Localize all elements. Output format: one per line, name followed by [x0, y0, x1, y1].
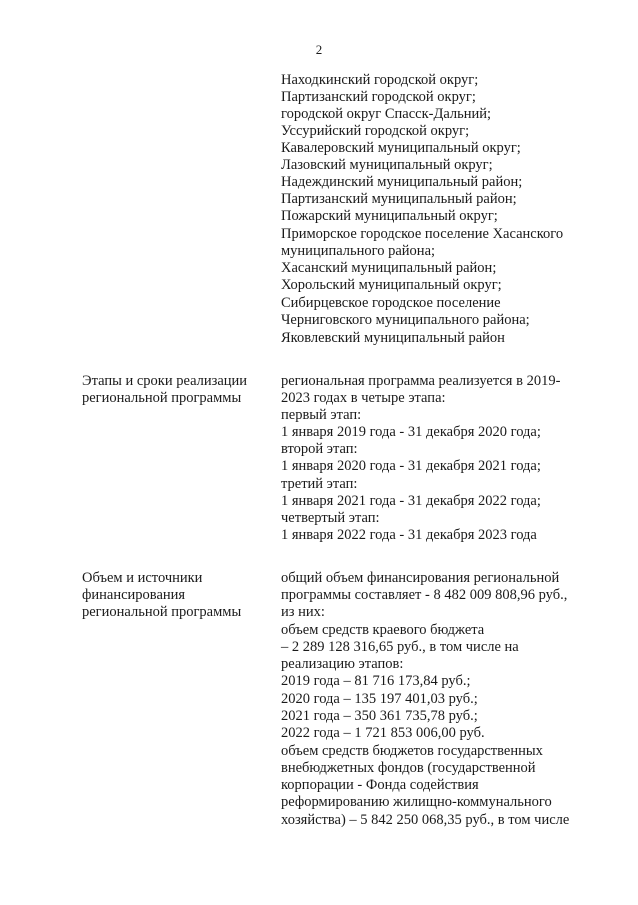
section-label-line: Этапы и сроки реализации: [82, 373, 248, 389]
section-label-line: региональной программы: [82, 390, 242, 406]
text-line: объем средств краевого бюджета: [281, 622, 485, 638]
list-item: Хасанский муниципальный район;: [281, 260, 497, 276]
list-item: Лазовский муниципальный округ;: [281, 157, 493, 173]
text-line: реализацию этапов:: [281, 656, 404, 672]
section-label-line: региональной программы: [82, 604, 242, 620]
text-line: 2021 года – 350 361 735,78 руб.;: [281, 708, 478, 724]
text-line: хозяйства) – 5 842 250 068,35 руб., в том числе: [281, 812, 570, 828]
list-item: Уссурийский городской округ;: [281, 123, 470, 139]
text-line: – 2 289 128 316,65 руб., в том числе на: [281, 639, 519, 655]
text-line: четвертый этап:: [281, 510, 380, 526]
list-item: Черниговского муниципального района;: [281, 312, 530, 328]
text-line: 1 января 2021 года - 31 декабря 2022 года;: [281, 493, 541, 509]
text-line: 1 января 2019 года - 31 декабря 2020 года;: [281, 424, 541, 440]
page-number: 2: [315, 42, 323, 57]
text-line: программы составляет - 8 482 009 808,96 руб.,: [281, 587, 568, 603]
text-line: региональная программа реализуется в 2019-: [281, 373, 561, 389]
list-item: Хорольский муниципальный округ;: [281, 277, 502, 293]
list-item: Яковлевский муниципальный район: [281, 330, 505, 346]
text-line: 1 января 2020 года - 31 декабря 2021 года;: [281, 458, 541, 474]
text-line: внебюджетных фондов (государственной: [281, 760, 536, 776]
text-line: корпорации - Фонда содействия: [281, 777, 479, 793]
text-line: 2023 годах в четыре этапа:: [281, 390, 446, 406]
list-item: Сибирцевское городское поселение: [281, 295, 501, 311]
text-line: 2020 года – 135 197 401,03 руб.;: [281, 691, 478, 707]
text-line: третий этап:: [281, 476, 358, 492]
list-item: муниципального района;: [281, 243, 436, 259]
text-line: 2022 года – 1 721 853 006,00 руб.: [281, 725, 485, 741]
text-line: из них:: [281, 604, 325, 620]
list-item: Пожарский муниципальный округ;: [281, 208, 498, 224]
text-line: общий объем финансирования региональной: [281, 570, 560, 586]
list-item: Приморское городское поселение Хасанского: [281, 226, 564, 242]
section-label-line: финансирования: [82, 587, 186, 603]
list-item: Кавалеровский муниципальный округ;: [281, 140, 521, 156]
text-line: реформированию жилищно-коммунального: [281, 794, 552, 810]
text-line: второй этап:: [281, 441, 358, 457]
section-label-line: Объем и источники: [82, 570, 203, 586]
text-line: 1 января 2022 года - 31 декабря 2023 года: [281, 527, 537, 543]
list-item: Партизанский муниципальный район;: [281, 191, 517, 207]
list-item: городской округ Спасск-Дальний;: [281, 106, 492, 122]
list-item: Надеждинский муниципальный район;: [281, 174, 523, 190]
text-line: первый этап:: [281, 407, 362, 423]
text-line: 2019 года – 81 716 173,84 руб.;: [281, 673, 471, 689]
text-line: объем средств бюджетов государственных: [281, 743, 543, 759]
list-item: Партизанский городской округ;: [281, 89, 476, 105]
list-item: Находкинский городской округ;: [281, 72, 479, 88]
